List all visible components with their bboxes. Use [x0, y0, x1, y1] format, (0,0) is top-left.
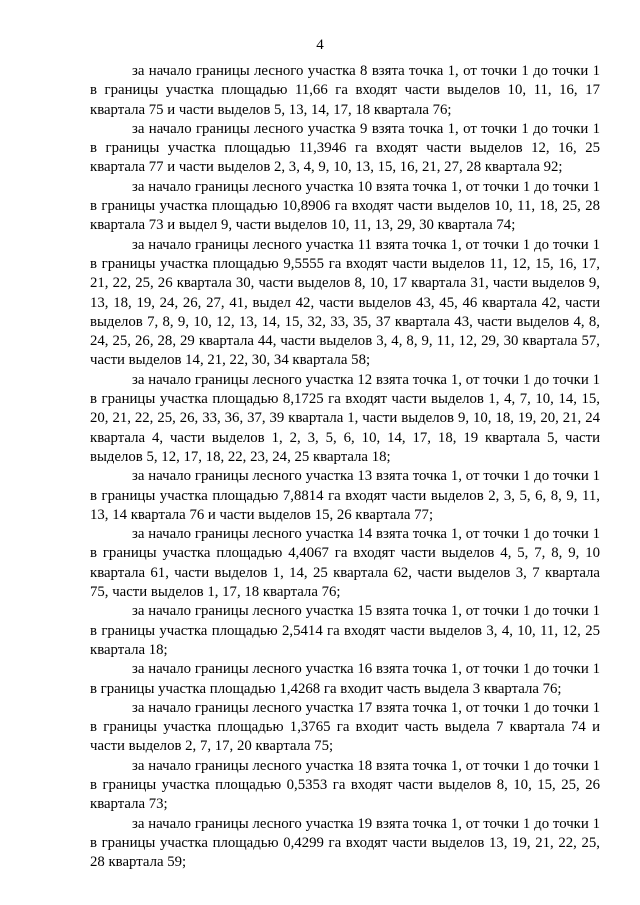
paragraph-plot-16: за начало границы лесного участка 16 взята точка 1, от точки 1 до точки 1 в границы участка площадью 1,4268 га входит часть выдела 3 квартала 76; [90, 661, 600, 697]
paragraph-plot-8: за начало границы лесного участка 8 взята точка 1, от точки 1 до точки 1 в границы участка площадью 11,66 га входят части выделов 10, 11, 16, 17 квартала 75 и части выделов 5, 13, 14, 17, 18 квартала 76; [90, 63, 600, 118]
paragraph-plot-10: за начало границы лесного участка 10 взята точка 1, от точки 1 до точки 1 в границы участка площадью 10,8906 га входят части выделов 10, 11, 18, 25, 28 квартала 73 и выдел 9, части выделов 10, 11, 13, 29, 30 квартала 74; [90, 178, 600, 234]
paragraph-plot-11: за начало границы лесного участка 11 взята точка 1, от точки 1 до точки 1 в границы участка площадью 9,5555 га входят части выделов 11, 12, 15, 16, 17, 21, 22, 25, 26 квартала 30, части выделов 8, 10, 17 квартала 31, части выделов 9, 13, 18, 19, 24, 26, 27, 41, выдел 42, части выделов 43, 45, 46 квартала 42, части выделов 7, 8, 9, 10, 12, 13, 14, 15, 32, 33, 35, 37 квартала 43, части выделов 4, 8, 24, 25, 26, 28, 29 квартала 44, части выделов 3, 4, 8, 9, 11, 12, 29, 30 квартала 57, части выделов 14, 21, 22, 30, 34 квартала 58; [90, 236, 600, 369]
paragraph-plot-15: за начало границы лесного участка 15 взята точка 1, от точки 1 до точки 1 в границы участка площадью 2,5414 га входят части выделов 3, 4, 10, 11, 12, 25 квартала 18; [90, 603, 600, 658]
paragraph-plot-18: за начало границы лесного участка 18 взята точка 1, от точки 1 до точки 1 в границы участка площадью 0,5353 га входят части выделов 8, 10, 15, 25, 26 квартала 73; [90, 757, 600, 813]
document-body [90, 62, 600, 872]
page-number: 4 [316, 37, 324, 53]
paragraph-plot-17: за начало границы лесного участка 17 взята точка 1, от точки 1 до точки 1 в границы участка площадью 1,3765 га входит часть выдела 7 квартала 74 и части выделов 2, 7, 17, 20 квартала 75; [90, 699, 600, 755]
paragraph-plot-13: за начало границы лесного участка 13 взята точка 1, от точки 1 до точки 1 в границы участка площадью 7,8814 га входят части выделов 2, 3, 5, 6, 8, 9, 11, 13, 14 квартала 76 и части выделов 15, 26 квартала 77; [90, 468, 600, 523]
paragraph-plot-9: за начало границы лесного участка 9 взята точка 1, от точки 1 до точки 1 в границы участка площадью 11,3946 га входят части выделов 12, 16, 25 квартала 77 и части выделов 2, 3, 4, 9, 10, 13, 15, 16, 21, 27, 28 квартала 92; [90, 120, 600, 176]
paragraph-plot-12: за начало границы лесного участка 12 взята точка 1, от точки 1 до точки 1 в границы участка площадью 8,1725 га входят части выделов 1, 4, 7, 10, 14, 15, 20, 21, 22, 25, 26, 33, 36, 37, 39 квартала 1, части выделов 9, 10, 18, 19, 20, 21, 24 квартала 4, части выделов 1, 2, 3, 5, 6, 10, 14, 17, 18, 19 квартала 5, части выделов 5, 12, 17, 18, 22, 23, 24, 25 квартала 18; [90, 371, 600, 465]
paragraph-plot-14: за начало границы лесного участка 14 взята точка 1, от точки 1 до точки 1 в границы участка площадью 4,4067 га входят части выделов 4, 5, 7, 8, 9, 10 квартала 61, части выделов 1, 14, 25 квартала 62, части выделов 3, 7 квартала 75, части выделов 1, 17, 18 квартала 76; [90, 526, 600, 601]
paragraph-plot-19: за начало границы лесного участка 19 взята точка 1, от точки 1 до точки 1 в границы участка площадью 0,4299 га входят части выделов 13, 19, 21, 22, 25, 28 квартала 59; [90, 815, 600, 871]
